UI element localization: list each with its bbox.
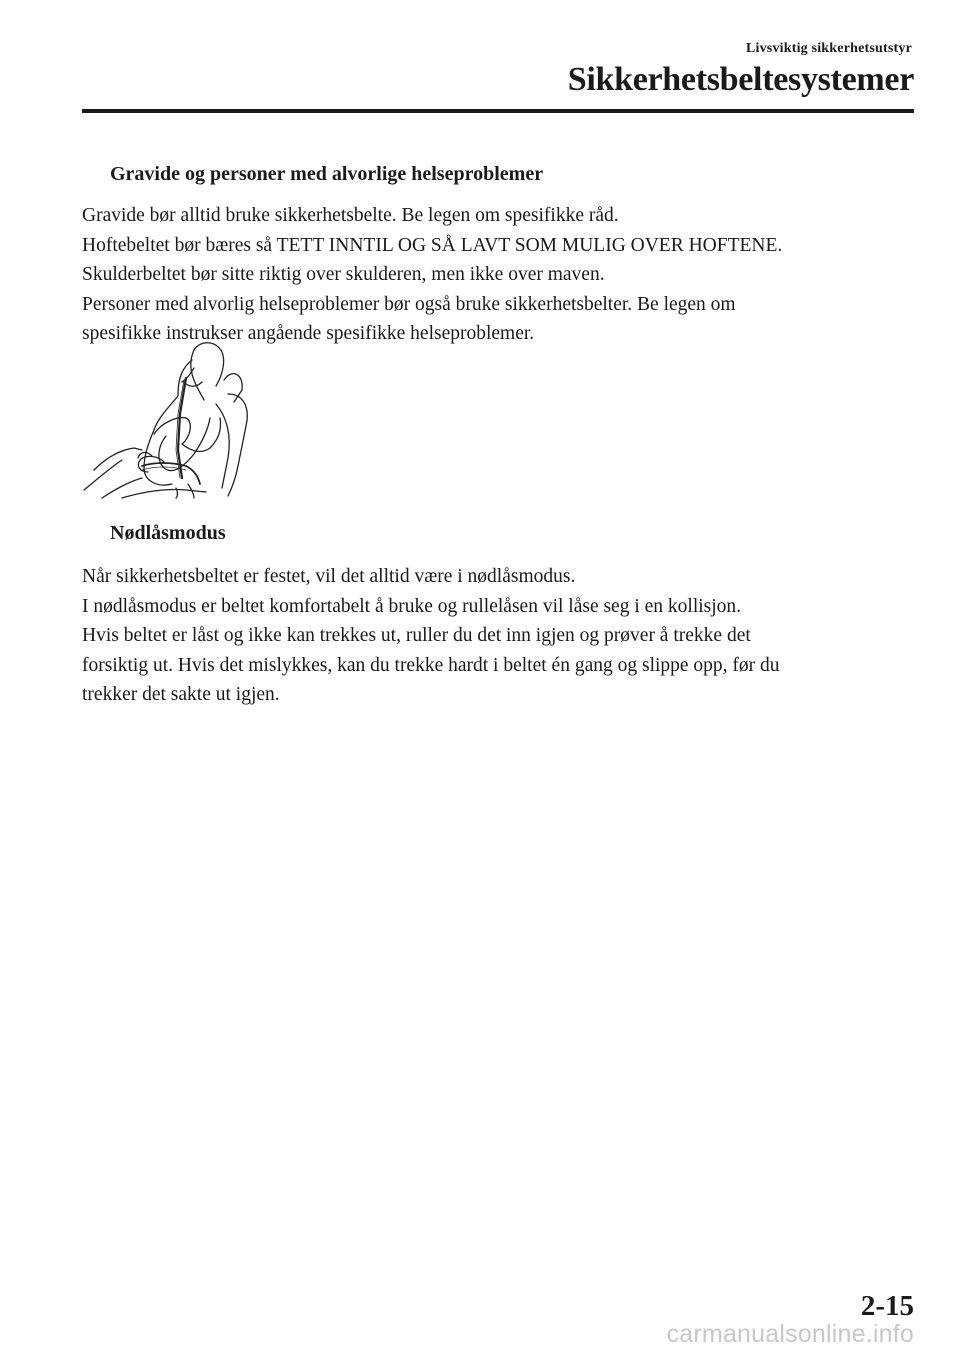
paragraph-line: trekker det sakte ut igjen. <box>82 684 280 706</box>
header-divider <box>82 109 914 113</box>
chapter-label: Livsviktig sikkerhetsutstyr <box>745 41 912 56</box>
paragraph-line: Personer med alvorlig helseproblemer bør også bruke sikkerhetsbelter. Be legen om <box>82 293 736 315</box>
pregnant-woman-seatbelt-illustration <box>82 338 252 500</box>
paragraph-line: spesifikke instrukser angående spesifikke helseproblemer. <box>82 323 535 345</box>
paragraph-emergency-lock-mode <box>82 562 902 710</box>
watermark: carmanualsonline.info <box>666 1320 914 1348</box>
paragraph-line: Hvis beltet er låst og ikke kan trekkes ut, ruller du det inn igjen og prøver å trekke det <box>82 625 751 647</box>
heading-emergency-lock-mode: Nødlåsmodus <box>110 522 226 544</box>
heading-pregnant-persons: Gravide og personer med alvorlige helseproblemer <box>110 163 544 185</box>
paragraph-line: Skulderbeltet bør sitte riktig over skulderen, men ikke over maven. <box>82 264 605 286</box>
page-number: 2-15 <box>860 1290 914 1322</box>
paragraph-line: I nødlåsmodus er beltet komfortabelt å bruke og rullelåsen vil låse seg i en kollisjon. <box>82 595 742 617</box>
paragraph-line: Når sikkerhetsbeltet er festet, vil det alltid være i nødlåsmodus. <box>82 566 576 587</box>
paragraph-line: forsiktig ut. Hvis det mislykkes, kan du trekke hardt i beltet én gang og slippe opp, før du <box>82 654 780 676</box>
paragraph-line: Hoftebeltet bør bæres så TETT INNTIL OG SÅ LAVT SOM MULIG OVER HOFTENE. <box>82 234 783 256</box>
section-title: Sikkerhetsbeltesystemer <box>567 61 914 98</box>
paragraph-pregnant-persons <box>82 201 902 349</box>
paragraph-line: Gravide bør alltid bruke sikkerhetsbelte. Be legen om spesifikke råd. <box>82 205 619 226</box>
